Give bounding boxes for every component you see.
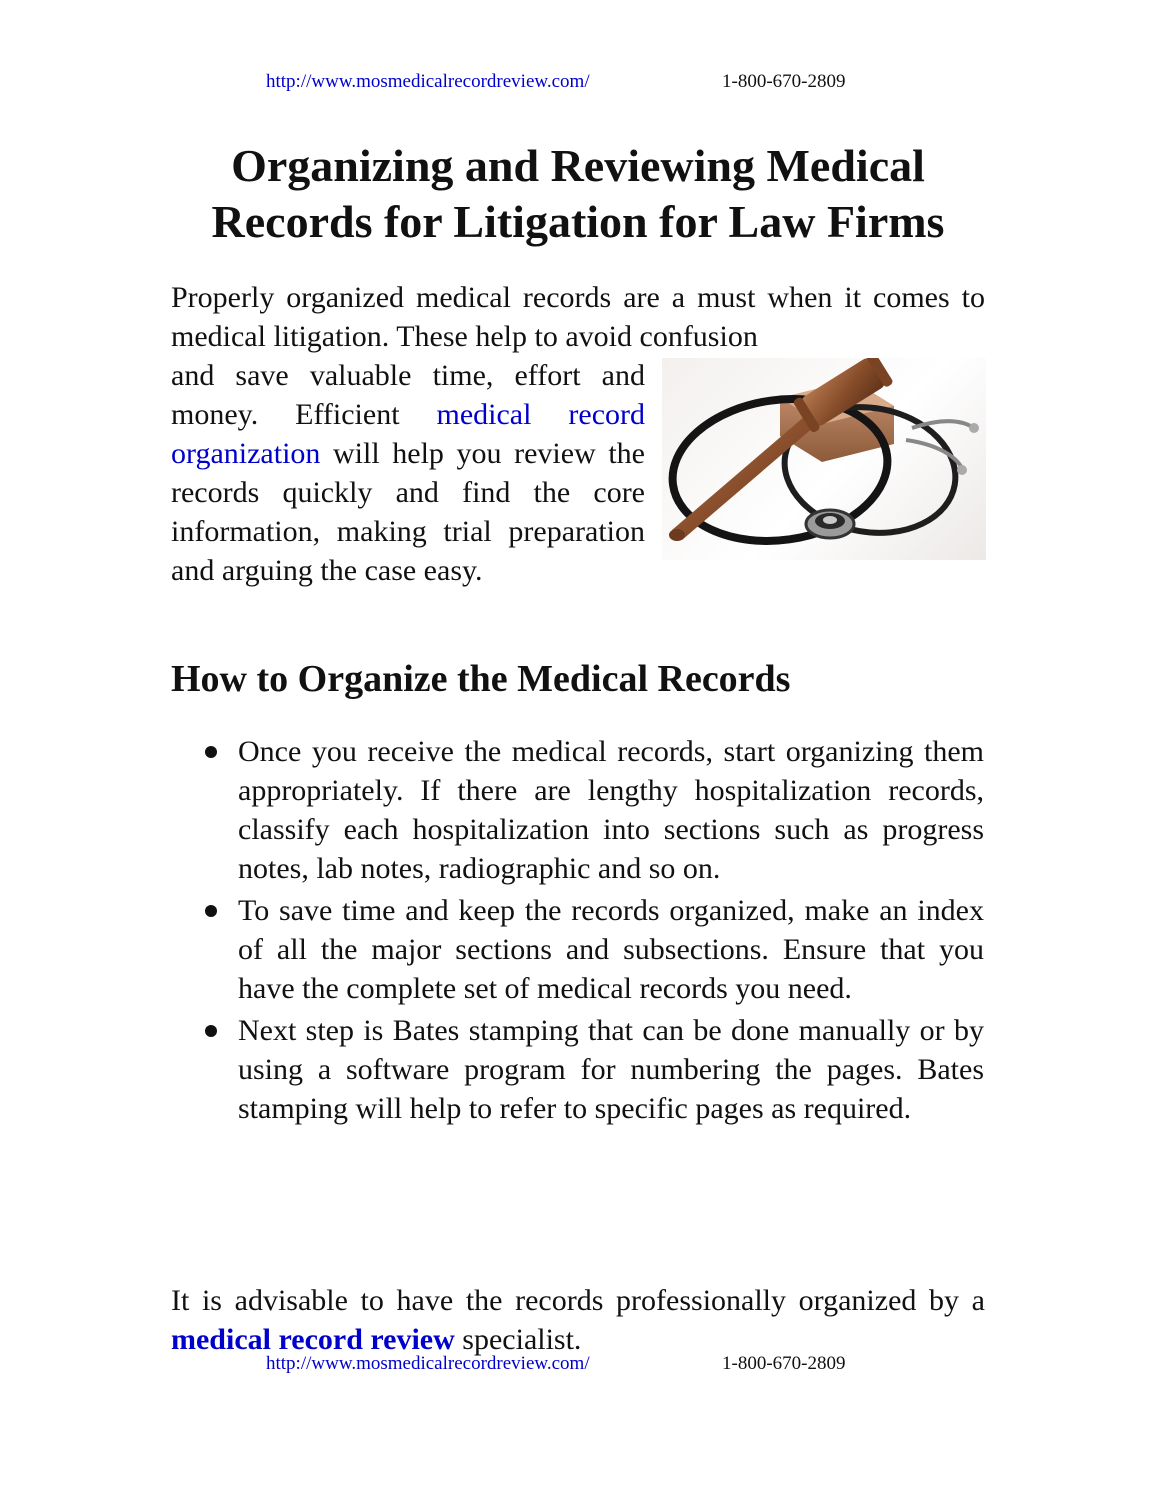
title-line-1: Organizing and Reviewing Medical [231,140,925,191]
organize-steps-list [238,732,984,1131]
list-item [238,1011,984,1128]
intro-paragraph-wrapped [171,356,645,590]
bullet-icon [205,746,217,758]
bullet-icon [205,1025,217,1037]
gavel-and-stethoscope-icon [662,358,986,560]
section-heading: How to Organize the Medical Records [171,658,791,700]
footer-url-link[interactable]: http://www.mosmedicalrecordreview.com/ [266,1353,590,1374]
closing-paragraph [171,1281,985,1359]
intro-paragraph-full: Properly organized medical records are a must when it comes to medical litigation. These help to avoid confusion [171,281,985,353]
title-line-2: Records for Litigation for Law Firms [211,196,945,247]
header-line [266,71,846,93]
footer-line [266,1353,846,1375]
intro-text-1: and save valuable time, effort and money. Efficient [171,359,645,431]
footer-phone: 1-800-670-2809 [722,1353,846,1374]
intro-text-2: will help you review the records quickly and find the core information, making trial preparation and arguing the case easy. [171,437,645,587]
header-url-link[interactable]: http://www.mosmedicalrecordreview.com/ [266,71,590,92]
gavel-stethoscope-image [662,358,986,560]
list-item [238,732,984,888]
list-item-text: Next step is Bates stamping that can be done manually or by using a software program for numbering the pages. Bates stamping will help to refer to specific pages as required. [238,1014,984,1125]
closing-text-2: specialist. [454,1323,582,1356]
list-item-text: Once you receive the medical records, start organizing them appropriately. If there are lengthy hospitalization records, classify each hospitalization into sections such as progress notes, lab notes, radiographic and so on. [238,735,984,885]
medical-record-review-link[interactable]: medical record review [171,1323,455,1356]
medical-record-organization-link[interactable]: medical record organization [171,398,646,470]
closing-text-1: It is advisable to have the records professionally organized by a [171,1284,985,1317]
page-title [140,138,1016,250]
header-phone: 1-800-670-2809 [722,71,846,92]
list-item-text: To save time and keep the records organized, make an index of all the major sections and subsections. Ensure that you have the complete set of medical records you need. [238,894,984,1005]
bullet-icon [205,905,217,917]
list-item [238,891,984,1008]
